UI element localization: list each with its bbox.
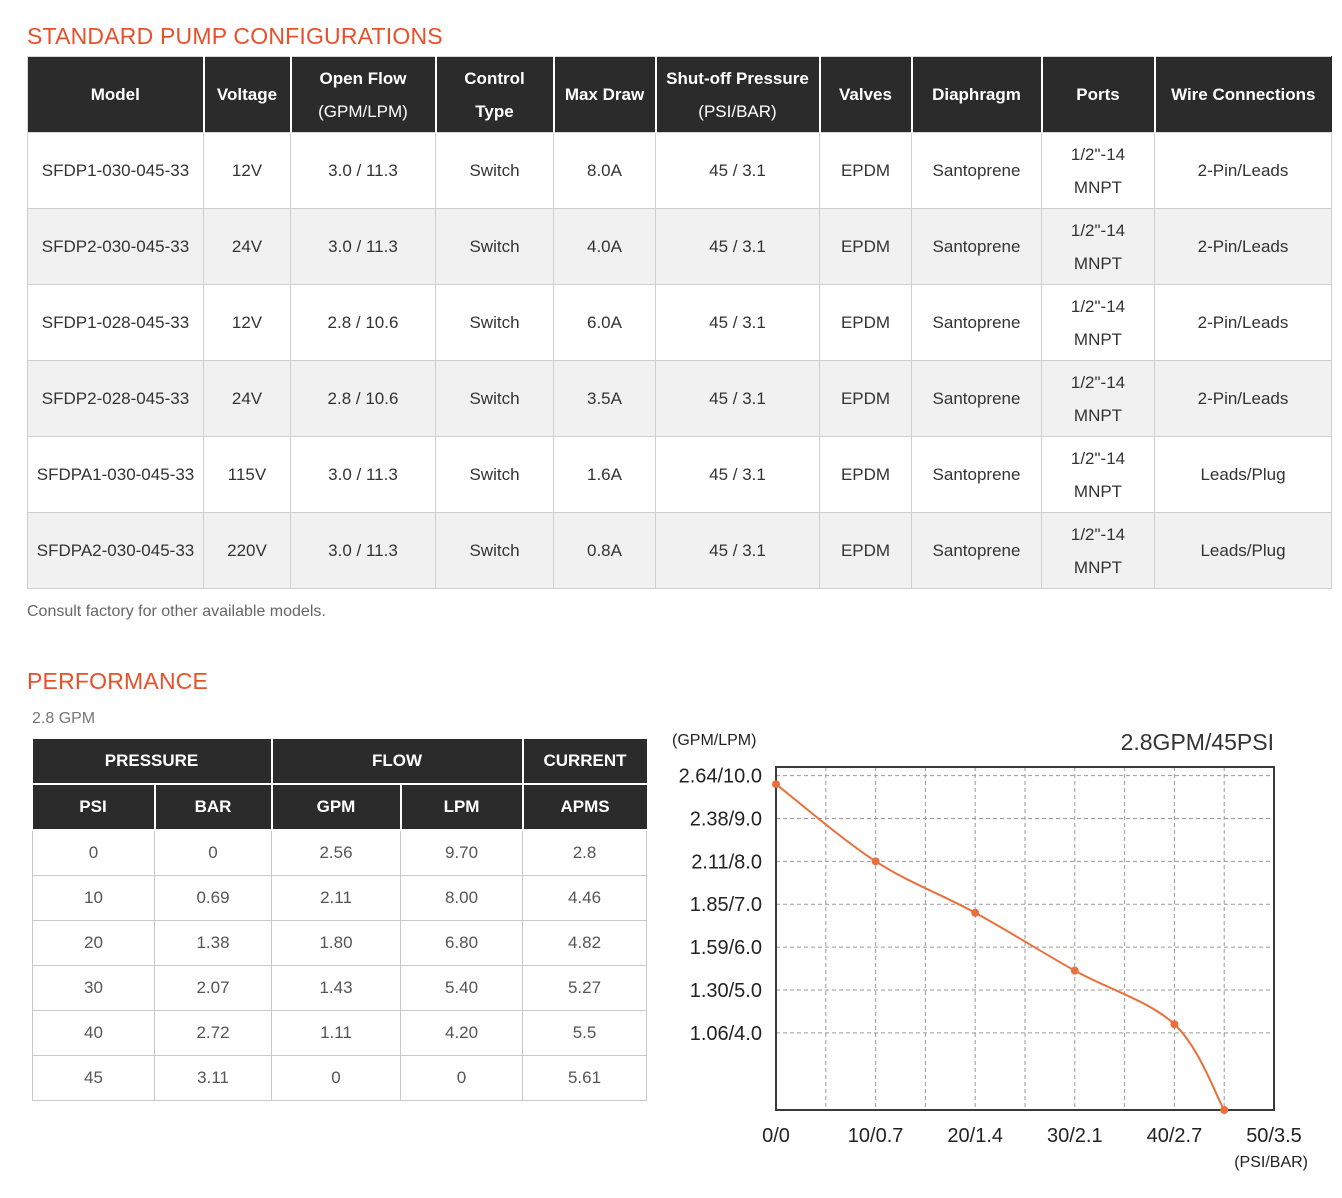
table-cell: 3.5A [554, 361, 656, 437]
x-tick-label: 50/3.5 [1246, 1125, 1302, 1147]
table-cell: Switch [436, 209, 554, 285]
table-row [28, 133, 1332, 209]
header-bar: BAR [155, 784, 272, 830]
y-tick-label: 2.64/10.0 [678, 765, 762, 788]
table-cell: 0 [33, 830, 155, 876]
table-cell: Santoprene [912, 209, 1042, 285]
data-point [1071, 967, 1079, 975]
table-cell: 45 / 3.1 [656, 133, 820, 209]
table-cell: 0.69 [155, 876, 272, 921]
table-cell: Santoprene [912, 285, 1042, 361]
table-cell: 2.11 [272, 876, 401, 921]
config-header-label: Wire Connections [1171, 85, 1316, 104]
table-cell: 4.20 [401, 1011, 523, 1056]
table-cell: Santoprene [912, 513, 1042, 589]
config-header-cell [204, 57, 291, 133]
table-row [28, 285, 1332, 361]
config-header-sublabel: (GPM/LPM) [318, 101, 408, 121]
table-cell: 1/2"-14 MNPT [1042, 133, 1155, 209]
x-tick-label: 30/2.1 [1046, 1125, 1103, 1147]
config-header-cell [1042, 57, 1155, 133]
performance-group-header-row [33, 739, 647, 784]
group-header-flow: FLOW [272, 739, 523, 784]
x-tick-label: 0/0 [762, 1125, 790, 1147]
config-header-label: Voltage [216, 85, 278, 104]
table-cell: 20 [33, 921, 155, 966]
y-tick-label: 2.11/8.0 [691, 851, 762, 874]
table-cell: 2-Pin/Leads [1155, 285, 1332, 361]
table-row [33, 830, 647, 876]
y-tick-label: 1.59/6.0 [689, 937, 762, 960]
config-header-label: Model [90, 85, 140, 104]
table-cell: 0 [401, 1056, 523, 1101]
header-apms: APMS [523, 784, 647, 830]
data-point [772, 780, 780, 788]
table-row [33, 921, 647, 966]
table-cell: Switch [436, 513, 554, 589]
config-header-label: Valves [839, 85, 892, 104]
table-cell: 8.00 [401, 876, 523, 921]
table-cell: SFDP1-028-045-33 [28, 285, 204, 361]
table-cell: 2-Pin/Leads [1155, 133, 1332, 209]
table-cell: 40 [33, 1011, 155, 1056]
table-cell: 2-Pin/Leads [1155, 361, 1332, 437]
table-cell: 4.0A [554, 209, 656, 285]
config-header-label: Control [464, 68, 525, 88]
performance-section-title: PERFORMANCE [27, 668, 209, 694]
table-cell: 1/2"-14 MNPT [1042, 361, 1155, 437]
y-tick-label: 1.06/4.0 [689, 1022, 762, 1045]
config-header-cell [1155, 57, 1332, 133]
table-cell: SFDPA1-030-045-33 [28, 437, 204, 513]
table-cell: 45 / 3.1 [656, 437, 820, 513]
table-cell: Switch [436, 361, 554, 437]
table-cell: 2-Pin/Leads [1155, 209, 1332, 285]
table-cell: Santoprene [912, 133, 1042, 209]
table-cell: 24V [204, 209, 291, 285]
table-cell: 4.82 [523, 921, 647, 966]
table-row [28, 209, 1332, 285]
table-cell: 10 [33, 876, 155, 921]
performance-header-row [33, 784, 647, 830]
header-lpm: LPM [401, 784, 523, 830]
table-cell: 1/2"-14 MNPT [1042, 437, 1155, 513]
table-cell: 5.27 [523, 966, 647, 1011]
table-cell: 6.0A [554, 285, 656, 361]
table-cell: 1.80 [272, 921, 401, 966]
table-cell: 24V [204, 361, 291, 437]
table-row [33, 1056, 647, 1101]
header-psi: PSI [33, 784, 155, 830]
header-gpm: GPM [272, 784, 401, 830]
table-cell: 2.07 [155, 966, 272, 1011]
performance-table [32, 739, 647, 1101]
table-cell: 0 [155, 830, 272, 876]
table-cell: 45 / 3.1 [656, 285, 820, 361]
table-cell: SFDP2-030-045-33 [28, 209, 204, 285]
table-cell: 45 / 3.1 [656, 361, 820, 437]
table-cell: 1.43 [272, 966, 401, 1011]
y-tick-label: 2.38/9.0 [689, 808, 762, 831]
config-header-sublabel: Type [475, 101, 514, 121]
config-section-title: STANDARD PUMP CONFIGURATIONS [27, 23, 443, 49]
table-cell: 9.70 [401, 830, 523, 876]
table-cell: Switch [436, 285, 554, 361]
data-point [971, 909, 979, 917]
table-cell: 3.0 / 11.3 [291, 513, 436, 589]
table-cell: 1.6A [554, 437, 656, 513]
x-tick-label: 10/0.7 [847, 1125, 904, 1147]
table-cell: 30 [33, 966, 155, 1011]
table-cell: 0.8A [554, 513, 656, 589]
table-cell: 5.40 [401, 966, 523, 1011]
table-cell: 6.80 [401, 921, 523, 966]
config-header-cell [912, 57, 1042, 133]
table-cell: 45 / 3.1 [656, 513, 820, 589]
table-cell: Leads/Plug [1155, 437, 1332, 513]
x-tick-label: 40/2.7 [1146, 1125, 1203, 1147]
table-cell: 5.61 [523, 1056, 647, 1101]
config-header-label: Shut-off Pressure [666, 68, 809, 88]
group-header-pressure: PRESSURE [33, 739, 272, 784]
table-cell: EPDM [820, 133, 912, 209]
table-cell: 8.0A [554, 133, 656, 209]
table-cell: 2.8 / 10.6 [291, 285, 436, 361]
y-tick-label: 1.85/7.0 [689, 894, 762, 917]
config-header-sublabel: (PSI/BAR) [698, 101, 777, 121]
table-cell: Santoprene [912, 361, 1042, 437]
config-table [27, 56, 1332, 589]
table-cell: 0 [272, 1056, 401, 1101]
data-point [872, 857, 880, 865]
table-row [33, 876, 647, 921]
config-header-row [28, 57, 1332, 133]
y-tick-label: 1.30/5.0 [689, 979, 762, 1002]
table-cell: EPDM [820, 437, 912, 513]
table-cell: SFDP2-028-045-33 [28, 361, 204, 437]
table-cell: 115V [204, 437, 291, 513]
data-point [1170, 1020, 1178, 1028]
config-header-cell [554, 57, 656, 133]
table-cell: 3.0 / 11.3 [291, 209, 436, 285]
table-cell: SFDP1-030-045-33 [28, 133, 204, 209]
footnote: Consult factory for other available models. [27, 603, 326, 620]
config-header-cell [820, 57, 912, 133]
table-cell: 1.11 [272, 1011, 401, 1056]
table-cell: EPDM [820, 361, 912, 437]
table-cell: 1.38 [155, 921, 272, 966]
chart-title: 2.8GPM/45PSI [1120, 729, 1274, 755]
table-row [33, 1011, 647, 1056]
config-header-label: Ports [1076, 85, 1120, 104]
table-cell: Switch [436, 437, 554, 513]
table-cell: 2.8 [523, 830, 647, 876]
table-cell: 45 / 3.1 [656, 209, 820, 285]
table-row [28, 513, 1332, 589]
data-point [1220, 1106, 1228, 1114]
config-header-label: Max Draw [564, 85, 645, 104]
config-header-label: Open Flow [319, 68, 407, 88]
table-cell: 12V [204, 285, 291, 361]
table-cell: 5.5 [523, 1011, 647, 1056]
table-cell: 3.0 / 11.3 [291, 437, 436, 513]
table-cell: Santoprene [912, 437, 1042, 513]
config-header-cell [291, 57, 436, 133]
table-row [33, 966, 647, 1011]
table-cell: EPDM [820, 209, 912, 285]
table-cell: 2.56 [272, 830, 401, 876]
table-cell: Leads/Plug [1155, 513, 1332, 589]
table-cell: 3.0 / 11.3 [291, 133, 436, 209]
group-header-current: CURRENT [523, 739, 647, 784]
performance-chart [660, 720, 1320, 1180]
table-cell: EPDM [820, 513, 912, 589]
table-row [28, 437, 1332, 513]
table-cell: 4.46 [523, 876, 647, 921]
table-cell: 220V [204, 513, 291, 589]
performance-subtitle: 2.8 GPM [32, 710, 96, 727]
config-header-cell [436, 57, 554, 133]
config-header-cell [28, 57, 204, 133]
table-cell: 12V [204, 133, 291, 209]
table-cell: EPDM [820, 285, 912, 361]
table-cell: 2.72 [155, 1011, 272, 1056]
table-row [28, 361, 1332, 437]
config-header-cell [656, 57, 820, 133]
table-cell: 3.11 [155, 1056, 272, 1101]
table-cell: 1/2"-14 MNPT [1042, 209, 1155, 285]
table-cell: 2.8 / 10.6 [291, 361, 436, 437]
config-header-label: Diaphragm [932, 85, 1021, 104]
y-axis-label: (GPM/LPM) [672, 732, 757, 749]
table-cell: 1/2"-14 MNPT [1042, 513, 1155, 589]
x-tick-label: 20/1.4 [947, 1125, 1004, 1147]
x-axis-label: (PSI/BAR) [1234, 1154, 1308, 1171]
table-cell: 1/2"-14 MNPT [1042, 285, 1155, 361]
table-cell: SFDPA2-030-045-33 [28, 513, 204, 589]
table-cell: Switch [436, 133, 554, 209]
table-cell: 45 [33, 1056, 155, 1101]
